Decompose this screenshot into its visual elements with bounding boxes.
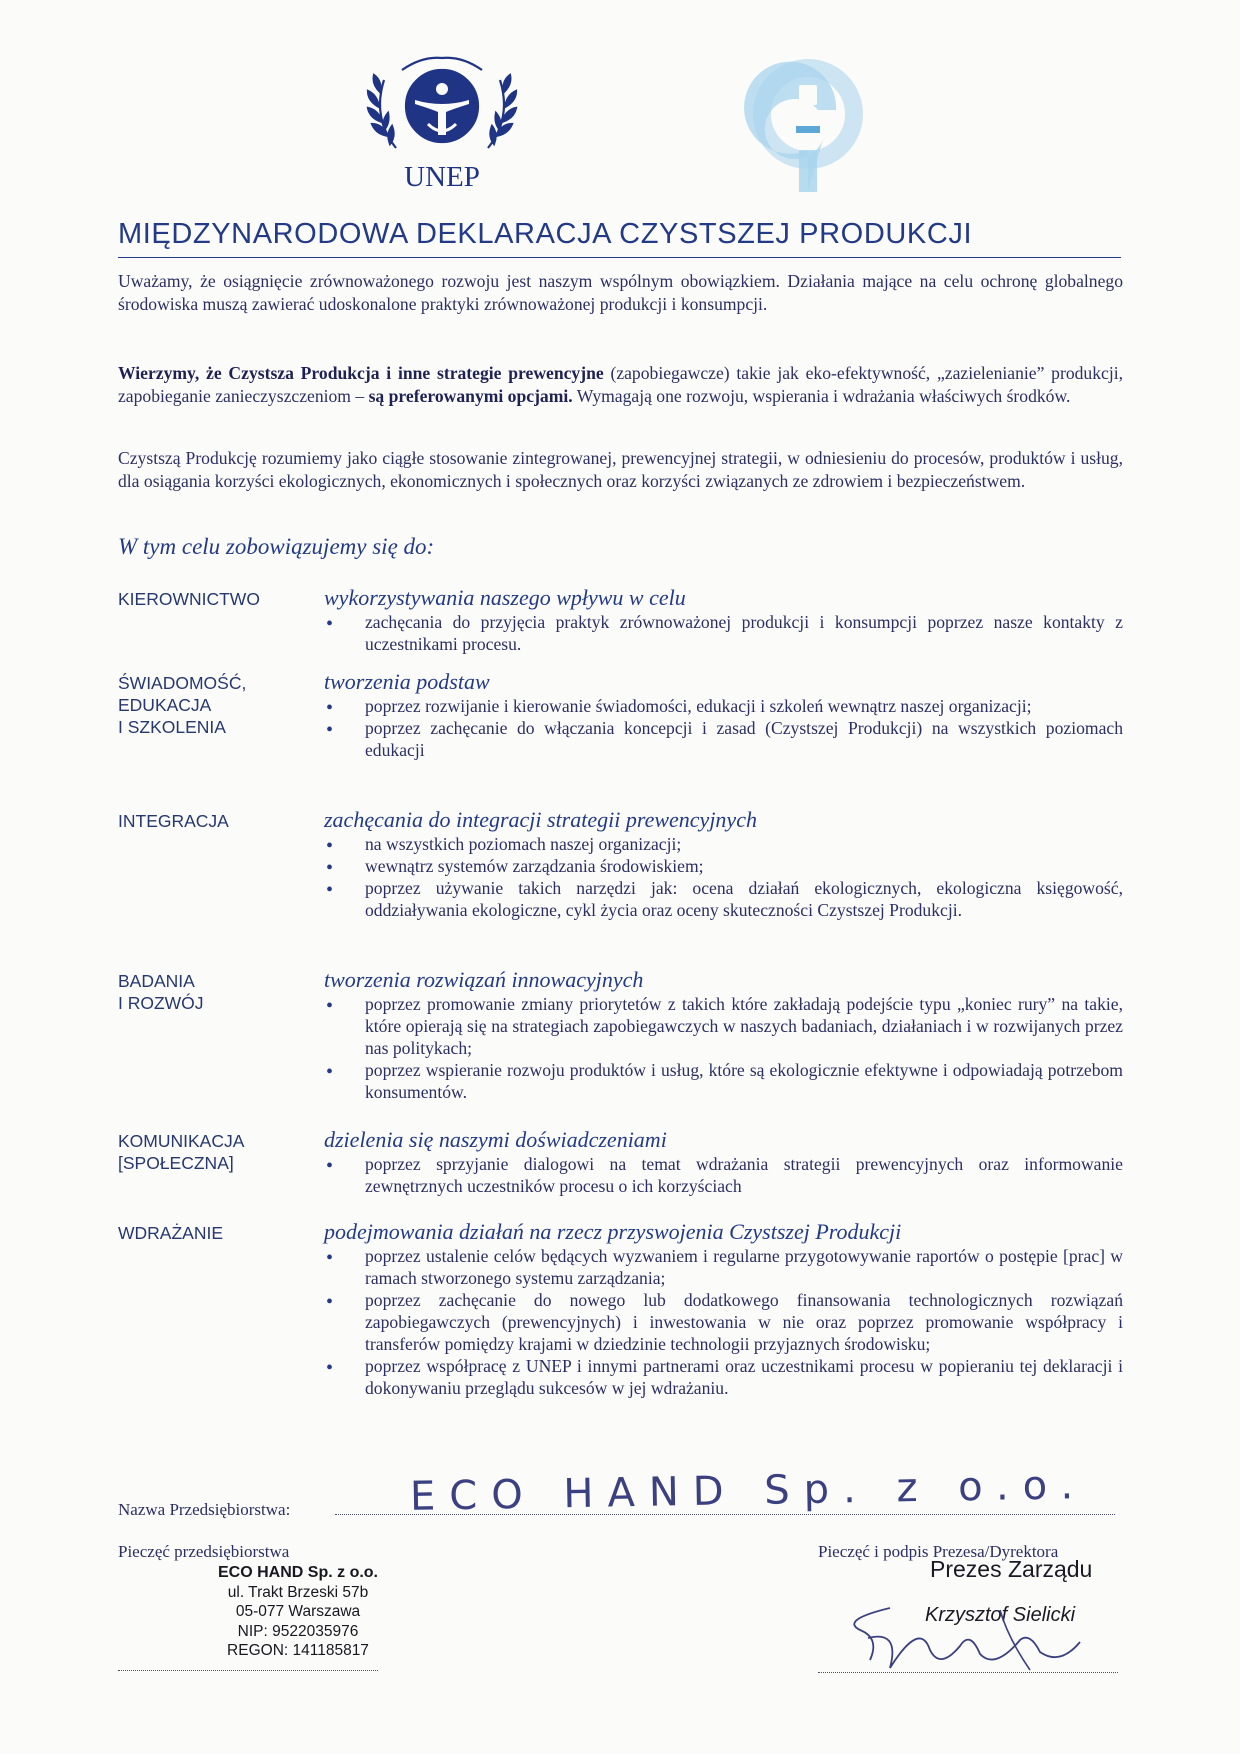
section-heading: wykorzystywania naszego wpływu w celu xyxy=(324,585,686,610)
preferred-options: są preferowanymi opcjami. xyxy=(368,386,573,406)
company-stamp-label: Pieczęć przedsiębiorstwa xyxy=(118,1542,290,1561)
section-heading: zachęcania do integracji strategii prewencyjnych xyxy=(324,807,757,832)
intro-paragraph-1: Uważamy, że osiągnięcie zrównoważonego rozwoju jest naszym wspólnym obowiązkiem. Działania mające na celu ochronę globalnego środowiska muszą zawierać udoskonalone praktyki zrównoważonej produkcji i konsumpcji. xyxy=(118,271,1123,314)
cleaner-production-icon xyxy=(744,62,854,192)
list-item: • poprzez zachęcanie do włączania koncepcji i zasad (Czystszej Produkcji) na wszystkich poziomach edukacji xyxy=(324,717,1123,761)
stamp-line: ul. Trakt Brzeski 57b xyxy=(227,1583,369,1601)
section-label xyxy=(118,588,318,610)
signature-line xyxy=(818,1672,1118,1673)
title-rule xyxy=(118,257,1121,258)
signature-stamp-name: Krzysztof Sielicki xyxy=(925,1604,1076,1626)
list-item: • poprzez promowanie zmiany priorytetów z takich które zakładają podejście typu „koniec rury” na takie, które opierają się na strategiach zapobiegawczych w naszych badaniach, działaniach i w rozwijanych przez nas politykach; xyxy=(324,993,1123,1059)
section-label-line: ŚWIADOMOŚĆ, xyxy=(118,673,247,693)
document-title: MIĘDZYNARODOWA DEKLARACJA CZYSTSZEJ PRODUKCJI xyxy=(118,218,973,250)
section-heading: tworzenia rozwiązań innowacyjnych xyxy=(324,967,644,992)
section-label-line: KOMUNIKACJA xyxy=(118,1131,245,1151)
section-heading: podejmowania działań na rzecz przyswojenia Czystszej Produkcji xyxy=(324,1219,902,1244)
section-label xyxy=(118,810,318,832)
section-label-line: INTEGRACJA xyxy=(118,811,229,831)
intro-paragraph-3: Czystszą Produkcję rozumiemy jako ciągłe stosowanie zintegrowanej, prewencyjnej strategii, w odniesieniu do procesów, produktów i usług, dla osiągania korzyści ekologicznych, ekonomicznych i społecznych oraz korzyści związanych ze zdrowiem i bezpieczeństwem. xyxy=(118,448,1123,491)
belief-detail: (zapobiegawcze) takie jak eko-efektywność, „zazielenianie” produkcji, zapobieganie zanieczyszczeniom – xyxy=(118,363,1123,406)
list-item: • na wszystkich poziomach naszej organizacji; xyxy=(324,833,1123,855)
list-item: • poprzez wspieranie rozwoju produktów i usług, które są ekologicznie efektywne i odpowiadają potrzebom konsumentów. xyxy=(324,1059,1123,1103)
commitment-lead: W tym celu zobowiązujemy się do: xyxy=(118,534,435,559)
list-item: • wewnątrz systemów zarządzania środowiskiem; xyxy=(324,855,1123,877)
signature-stamp-title: Prezes Zarządu xyxy=(930,1556,1093,1582)
section-heading: tworzenia podstaw xyxy=(324,669,490,694)
section-label xyxy=(118,1130,318,1174)
section-heading: dzielenia się naszymi doświadczeniami xyxy=(324,1127,667,1152)
signature-label: Pieczęć i podpis Prezesa/Dyrektora xyxy=(818,1542,1059,1561)
list-item: • zachęcania do przyjęcia praktyk zrównoważonej produkcji i konsumpcji poprzez nasze kontakty z uczestnikami procesu. xyxy=(324,611,1123,655)
list-item: • poprzez zachęcanie do nowego lub dodatkowego finansowania technologicznych rozwiązań zapobiegawczych (prewencyjnych) i inwestowania w nie oraz poprzez promowanie współpracy i transferów pomiędzy krajami w dziedzinie technologii przyjaznych środowisku; xyxy=(324,1289,1123,1355)
section-label xyxy=(118,1222,318,1244)
list-item: • poprzez ustalenie celów będących wyzwaniem i regularne przygotowywanie raportów o postępie [prac] w ramach stworzonego systemu zarządzania; xyxy=(324,1245,1123,1289)
belief-statement: Wierzymy, że Czystsza Produkcja i inne strategie prewencyjne xyxy=(118,363,604,383)
intro-paragraph-2 xyxy=(118,362,1123,408)
section-label-line: I ROZWÓJ xyxy=(118,993,204,1013)
list-item: • poprzez współpracę z UNEP i innymi partnerami oraz uczestnikami procesu w popieraniu tej deklaracji i dokonywaniu przeglądu sukcesów w jej wdrażaniu. xyxy=(324,1355,1123,1399)
section-label-line: EDUKACJA xyxy=(118,695,212,715)
unep-label: UNEP xyxy=(404,161,480,193)
section-label-line: [SPOŁECZNA] xyxy=(118,1153,234,1173)
company-stamp xyxy=(188,1563,408,1661)
logo-header xyxy=(0,0,1240,220)
stamp-line: REGON: 141185817 xyxy=(227,1642,369,1659)
section-label-line: WDRAŻANIE xyxy=(118,1223,223,1243)
section-label-line: I SZKOLENIA xyxy=(118,717,226,737)
company-name-handwritten: ECO HAND Sp. z o.o. xyxy=(409,1462,1088,1520)
section-label-line: KIEROWNICTWO xyxy=(118,589,260,609)
list-item: • poprzez rozwijanie i kierowanie świadomości, edukacji i szkoleń wewnątrz naszej organizacji; xyxy=(324,695,1123,717)
unep-emblem-icon xyxy=(368,58,516,148)
list-item: • poprzez sprzyjanie dialogowi na temat wdrażania strategii prewencyjnych oraz informowanie zewnętrznych uczestników procesu o ich korzyściach xyxy=(324,1153,1123,1197)
stamp-line: 05-077 Warszawa xyxy=(235,1603,361,1620)
company-name-label: Nazwa Przedsiębiorstwa: xyxy=(118,1500,291,1519)
stamp-line-dots xyxy=(118,1670,378,1671)
section-label xyxy=(118,970,318,1014)
section-label-line: BADANIA xyxy=(118,971,195,991)
section-label xyxy=(118,672,318,738)
stamp-line: ECO HAND Sp. z o.o. xyxy=(218,1564,378,1581)
stamp-line: NIP: 9522035976 xyxy=(237,1622,359,1640)
handwritten-signature xyxy=(830,1590,1150,1680)
belief-conclusion: Wymagają one rozwoju, wspierania i wdrażania właściwych środków. xyxy=(572,386,1071,406)
list-item: • poprzez używanie takich narzędzi jak: ocena działań ekologicznych, ekologiczna księgowość, oddziaływania ekologiczne, cykl życia oraz oceny skuteczności Czystszej Produkcji. xyxy=(324,877,1123,921)
